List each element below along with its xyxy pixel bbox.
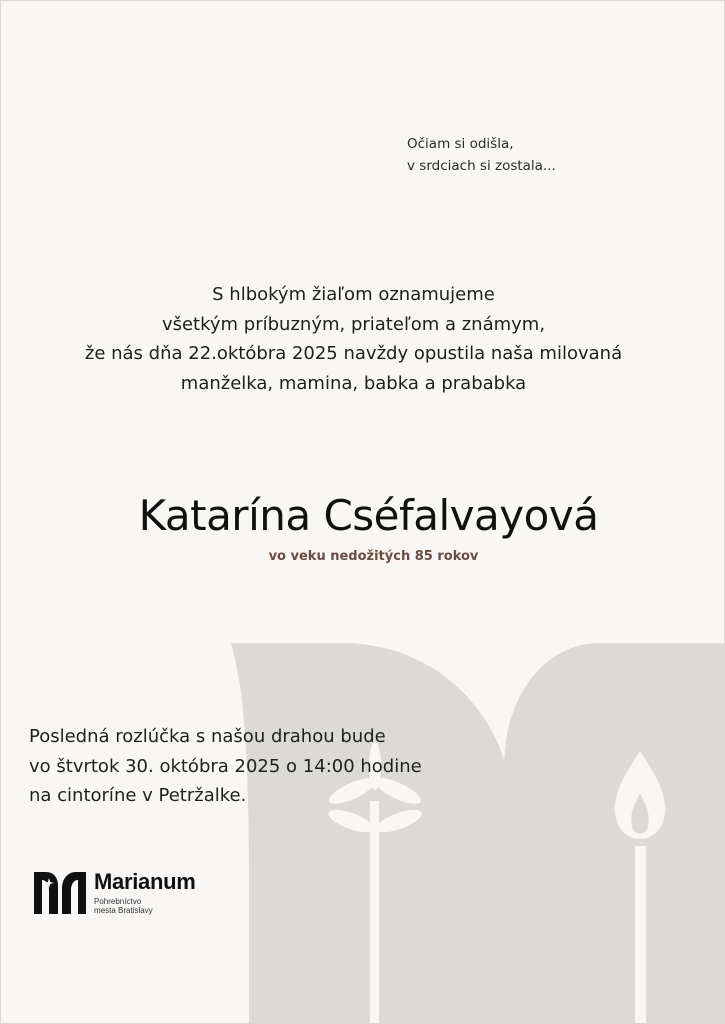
funeral-line: vo štvrtok 30. októbra 2025 o 14:00 hodine [29, 755, 422, 777]
funeral-line: Posledná rozlúčka s našou drahou bude [29, 726, 386, 747]
brand-subtitle-line: Pohrebníctvo [94, 897, 142, 906]
deceased-name: Katarína Cséfalvayová [138, 491, 599, 540]
funeral-line: na cintoríne v Petržalke. [29, 785, 247, 806]
marianum-logo-icon [34, 872, 86, 914]
epigraph-line: v srdciach si zostala... [407, 158, 556, 174]
epigraph-line: Očiam si odišla, [407, 136, 514, 152]
announcement-line: že nás dňa 22.októbra 2025 navždy opustila naša milovaná [84, 343, 623, 364]
death-announcement [1, 280, 706, 398]
epigraph [407, 133, 556, 177]
brand-subtitle [94, 897, 153, 915]
brand-name: Marianum [94, 869, 196, 894]
funeral-details [29, 722, 422, 811]
brand-logo [34, 869, 234, 917]
announcement-line: S hlbokým žiaľom oznamujeme [212, 284, 495, 305]
announcement-line: manželka, mamina, babka a prababka [180, 372, 527, 394]
announcement-line: všetkým príbuzným, priateľom a známym, [161, 313, 546, 335]
brand-subtitle-line: mesta Bratislavy [94, 906, 153, 915]
age-note: vo veku nedožitých 85 rokov [268, 549, 479, 564]
